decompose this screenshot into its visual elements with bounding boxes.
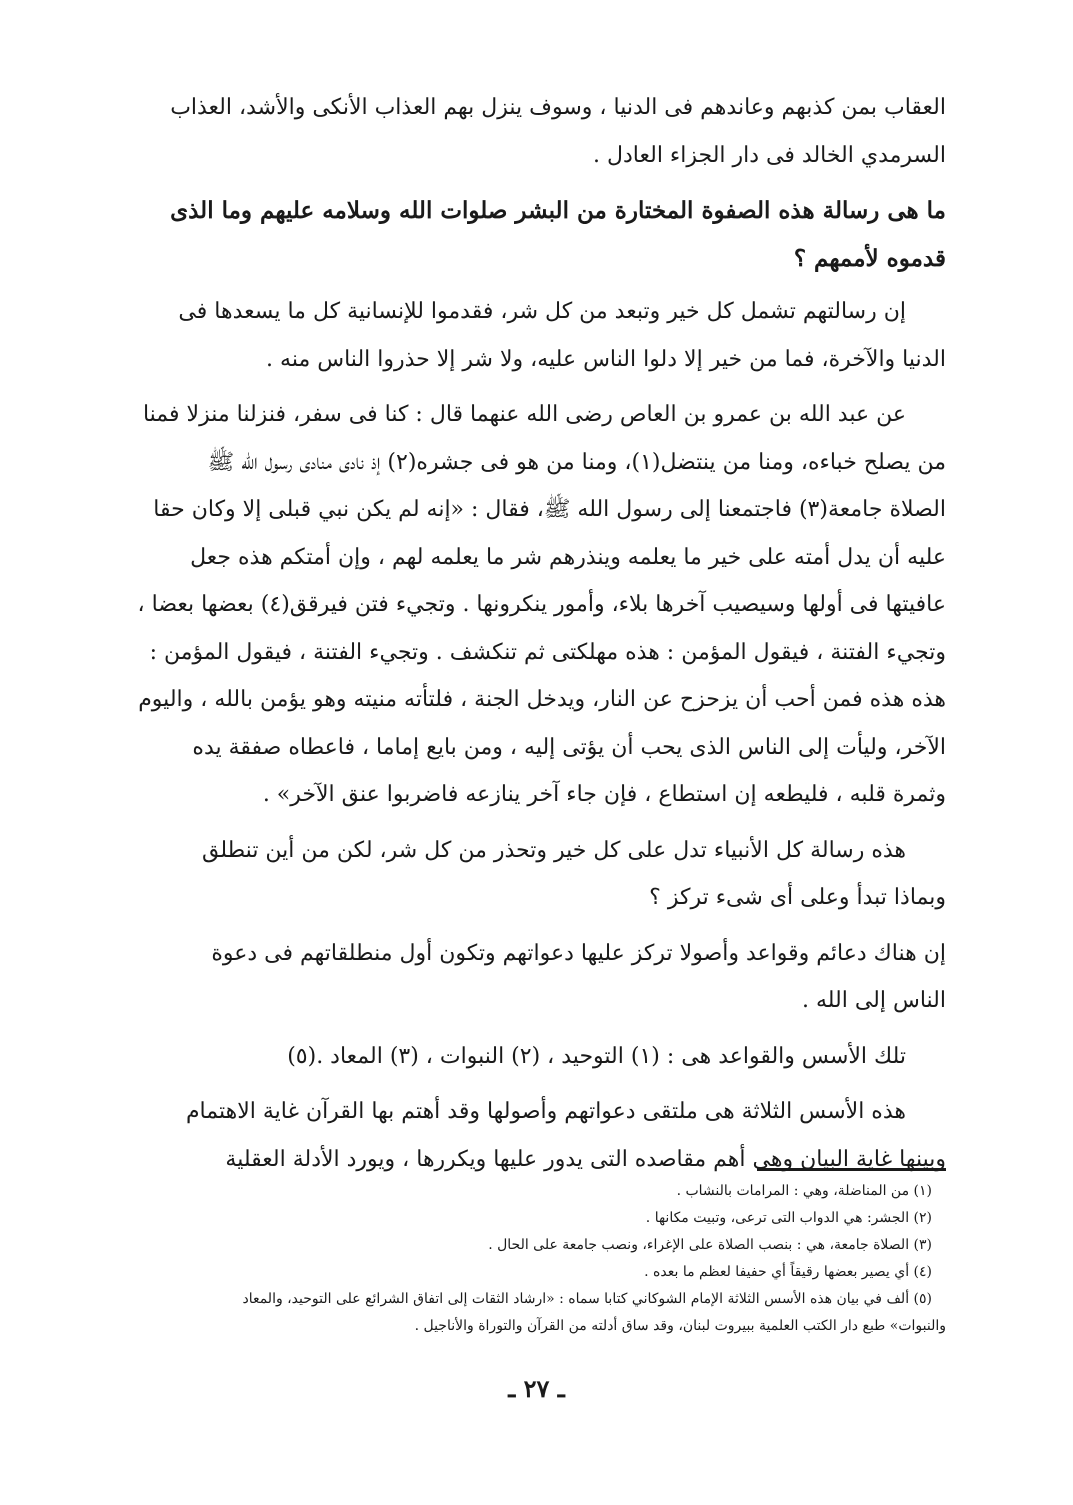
text-line: الآخر، وليأت إلى الناس الذى يحب أن يؤتى إليه ، ومن بايع إماما ، فاعطاه صفقة يده <box>192 734 946 760</box>
paragraph-hadith <box>78 391 946 819</box>
footnotes <box>78 1178 946 1340</box>
text-line: السرمدي الخالد فى دار الجزاء العادل . <box>593 142 946 168</box>
footnote-divider <box>757 1168 946 1171</box>
footnote-5-continued: والنبوات» طبع دار الكتب العلمية ببيروت لبنان، وقد ساق أدلته من القرآن والتوراة والأناجيل . <box>414 1318 946 1334</box>
text-line: إن رسالتهم تشمل كل خير وتبعد من كل شر، فقدموا للإنسانية كل ما يسعدها فى <box>178 299 906 324</box>
text-line: الصلاة جامعة(٣) فاجتمعنا إلى رسول الله ﷺ، فقال : «إنه لم يكن نبي قبلى إلا وكان حقا <box>153 497 946 522</box>
text-line: هذه الأسس الثلاثة هى ملتقى دعواتهم وأصولها وقد أهتم بها القرآن غاية الاهتمام <box>185 1099 906 1124</box>
footnote-5: (٥) ألف في بيان هذه الأسس الثلاثة الإمام الشوكاني كتابا سماه : «ارشاد الثقات إلى اتفاق الشرائع على التوحيد، والمعاد <box>242 1291 932 1307</box>
paragraph-5 <box>78 930 946 1025</box>
paragraph-1 <box>78 84 946 179</box>
text-line: وبماذا تبدأ وعلى أى شىء تركز ؟ <box>649 885 946 910</box>
paragraph-4 <box>78 827 946 922</box>
heading-line: قدموه لأممهم ؟ <box>793 244 946 272</box>
page-body <box>78 84 946 1191</box>
paragraph-6 <box>78 1033 946 1081</box>
footnote-1: (١) من المناضلة، وهي : المرامات بالنشاب . <box>676 1183 932 1199</box>
text-line: وبينها غاية البيان وهى أهم مقاصده التى يدور عليها ويكررها ، ويورد الأدلة العقلية <box>225 1146 946 1172</box>
text-line: الناس إلى الله . <box>801 988 946 1013</box>
page-number: ـ ٢٧ ـ <box>508 1374 565 1403</box>
heading-line: ما هى رسالة هذه الصفوة المختارة من البشر صلوات الله وسلامه عليهم وما الذى <box>170 197 946 224</box>
footnote-3: (٣) الصلاة جامعة، هي : بنصب الصلاة على الإغراء، ونصب جامعة على الحال . <box>488 1237 932 1253</box>
text-line: عن عبد الله بن عمرو بن العاص رضى الله عنهما قال : كنا فى سفر، فنزلنا منزلا فمنا <box>142 402 906 427</box>
paragraph-2 <box>78 288 946 383</box>
text-line: هذه هذه فمن أحب أن يزحزح عن النار، ويدخل الجنة ، فلتأته منيته وهو يؤمن بالله ، واليوم <box>138 687 946 712</box>
text-line: وتجيء الفتنة ، فيقول المؤمن : هذه مهلكتى ثم تنكشف . وتجيء الفتنة ، فيقول المؤمن : <box>149 639 946 665</box>
text-line: عافيتها فى أولها وسيصيب آخرها بلاء، وأمور ينكرونها . وتجيء فتن فيرقق(٤) بعضها بعضا ، <box>137 592 946 617</box>
text-line: إن هناك دعائم وقواعد وأصولا تركز عليها دعواتهم وتكون أول منطلقاتهم فى دعوة <box>211 940 946 966</box>
text-line: تلك الأسس والقواعد هى : (١) التوحيد ، (٢) النبوات ، (٣) المعاد .(٥) <box>287 1043 906 1069</box>
footnote-2: (٢) الجشر: هي الدواب التى ترعى، وتبيت مكانها . <box>645 1210 932 1226</box>
section-heading <box>78 187 946 282</box>
text-line: الدنيا والآخرة، فما من خير إلا دلوا الناس عليه، ولا شر إلا حذروا الناس منه . <box>266 346 946 372</box>
text-line: وثمرة قلبه ، فليطعه إن استطاع ، فإن جاء آخر ينازعه فاضربوا عنق الآخر» . <box>262 782 946 807</box>
text-line: هذه رسالة كل الأنبياء تدل على كل خير وتحذر من كل شر، لكن من أين تنطلق <box>202 837 906 863</box>
text-line: العقاب بمن كذبهم وعاندهم فى الدنيا ، وسوف ينزل بهم العذاب الأنكى والأشد، العذاب <box>170 95 946 120</box>
footnote-4: (٤) أي يصير بعضها رقيقاً أي حفيفا لعظم ما بعده . <box>644 1264 932 1280</box>
text-line: من يصلح خباءه، ومنا من ينتضل(١)، ومنا من هو فى جشره(٢) إذ نادى منادى رسول الله ﷺ <box>207 449 946 475</box>
text-line: عليه أن يدل أمته على خير ما يعلمه وينذرهم شر ما يعلمه لهم ، وإن أمتكم هذه جعل <box>190 544 946 570</box>
